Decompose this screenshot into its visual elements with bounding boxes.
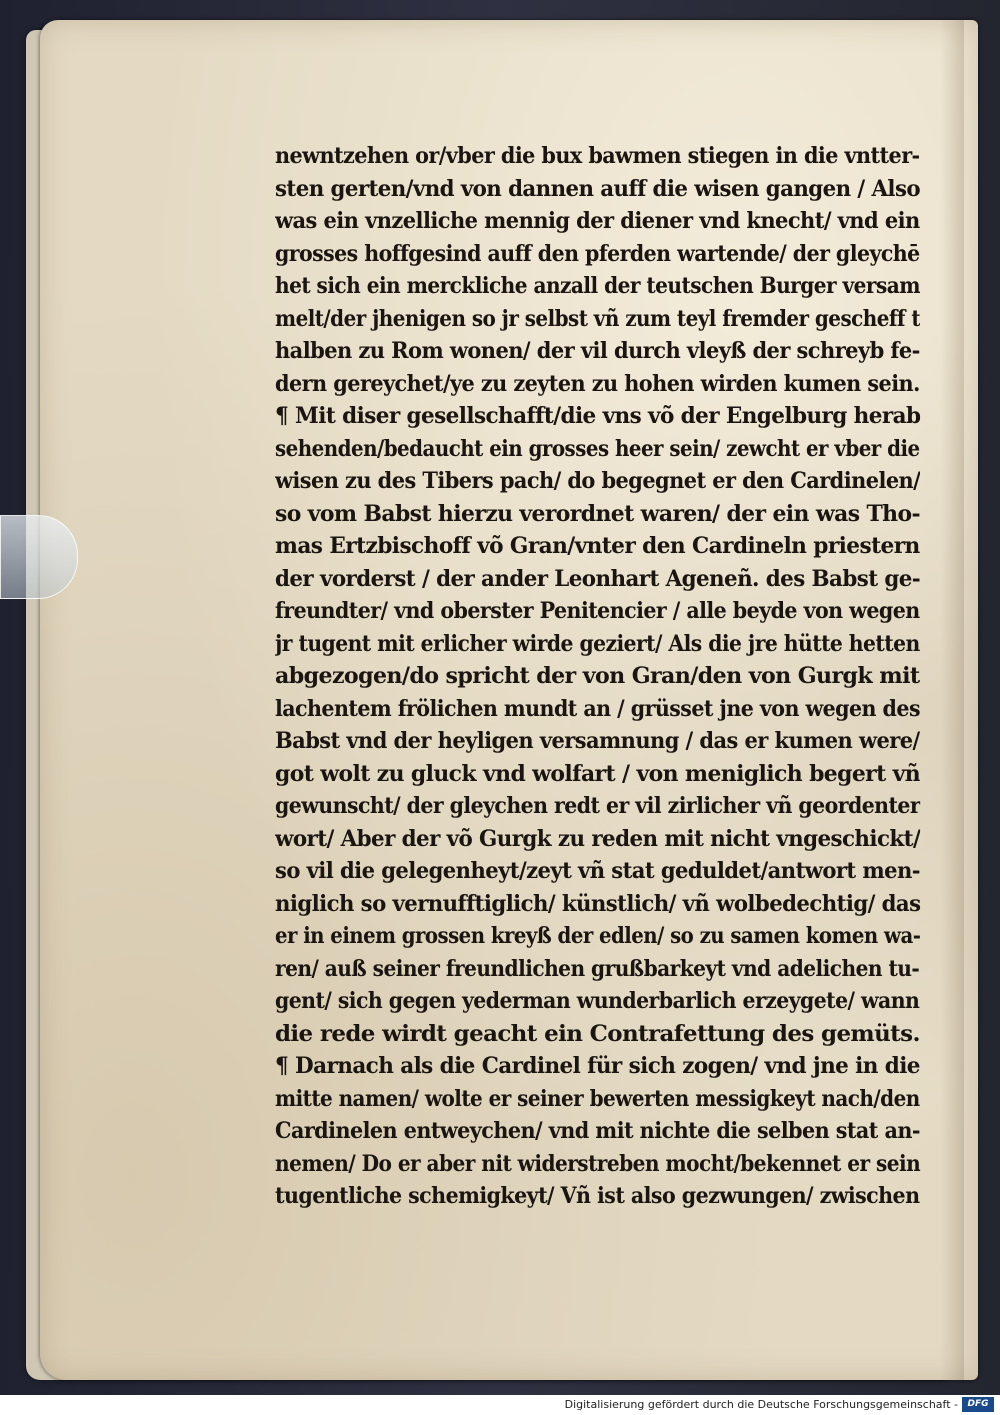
text-line: ¶ Mit diser gesellschafft/die vns võ der Engelburg herab (275, 403, 921, 429)
text-line: het sich ein merckliche anzall der teutschen Burger versam (275, 273, 921, 299)
plastic-clip (0, 515, 78, 599)
text-line: Cardinelen entweychen/ vnd mit nichte die selben stat an- (275, 1118, 920, 1144)
text-line: dern gereychet/ye zu zeyten zu hohen wirden kumen sein. (275, 370, 920, 397)
text-line: sehenden/bedaucht ein grosses heer sein/ zewcht er vber die (275, 435, 920, 462)
text-line: jr tugent mit erlicher wirde geziert/ Als die jre hütte hetten (275, 630, 920, 657)
text-line: freundter/ vnd oberster Penitencier / alle beyde von wegen (275, 598, 920, 624)
text-line: melt/der jhenigen so jr selbst vñ zum teyl fremder gescheff t (275, 305, 920, 332)
text-line: newntzehen or/vber die bux bawmen stiegen in die vntter- (275, 143, 920, 169)
page-fold-shadow (940, 20, 964, 1380)
text-line: Babst vnd der heyligen versamnung / das er kumen were/ (275, 728, 920, 754)
text-line: mitte namen/ wolte er seiner bewerten messigkeyt nach/den (275, 1085, 920, 1112)
text-line: wort/ Aber der võ Gurgk zu reden mit nicht vngeschickt/ (275, 825, 921, 852)
text-line: er in einem grossen kreyß der edlen/ so zu samen komen wa- (275, 923, 920, 949)
page-text (275, 140, 925, 1213)
footer-credit: Digitalisierung gefördert durch die Deutsche Forschungsgemeinschaft - (564, 1398, 958, 1411)
text-line: grosses hoffgesind auff den pferden wartende/ der gleychē (275, 240, 920, 267)
text-line: lachentem frölichen mundt an / grüsset jne von wegen des (275, 695, 920, 722)
text-line: tugentliche schemigkeyt/ Vñ ist also gezwungen/ zwischen (275, 1183, 920, 1209)
text-line: gent/ sich gegen yederman wunderbarlich erzeygete/ wann (275, 988, 920, 1014)
text-line: so vom Babst hierzu verordnet waren/ der ein was Tho- (275, 500, 920, 527)
text-line: ¶ Darnach als die Cardinel für sich zogen/ vnd jne in die (275, 1053, 920, 1079)
text-line: wisen zu des Tibers pach/ do begegnet er den Cardinelen/ (275, 468, 921, 494)
text-line: sten gerten/vnd von dannen auff die wisen gangen / Also (275, 175, 921, 202)
text-line: der vorderst / der ander Leonhart Ageneñ. des Babst ge- (275, 565, 921, 592)
text-line: nemen/ Do er aber nit widerstreben mocht/bekennet er sein (275, 1150, 921, 1177)
text-line: ren/ auß seiner freundlichen grußbarkeyt vnd adelichen tu- (275, 955, 920, 982)
text-line: die rede wirdt geacht ein Contrafettung des gemüts. (275, 1020, 920, 1047)
text-line: niglich so vernufftiglich/ künstlich/ vñ wolbedechtig/ das (275, 890, 921, 917)
text-line: got wolt zu gluck vnd wolfart / von meniglich begert vñ (275, 760, 920, 787)
text-line: mas Ertzbischoff võ Gran/vnter den Cardineln priestern (275, 533, 920, 559)
text-line: was ein vnzelliche mennig der diener vnd knecht/ vnd ein (275, 208, 920, 234)
dfg-logo: DFG (962, 1397, 994, 1412)
text-line: halben zu Rom wonen/ der vil durch vleyß der schreyb fe- (275, 338, 920, 364)
text-line: so vil die gelegenheyt/zeyt vñ stat geduldet/antwort men- (275, 858, 920, 884)
text-line: gewunscht/ der gleychen redt er vil zirlicher vñ geordenter (275, 793, 921, 819)
text-line: abgezogen/do spricht der von Gran/den von Gurgk mit (275, 663, 920, 689)
footer-bar (0, 1395, 1000, 1415)
